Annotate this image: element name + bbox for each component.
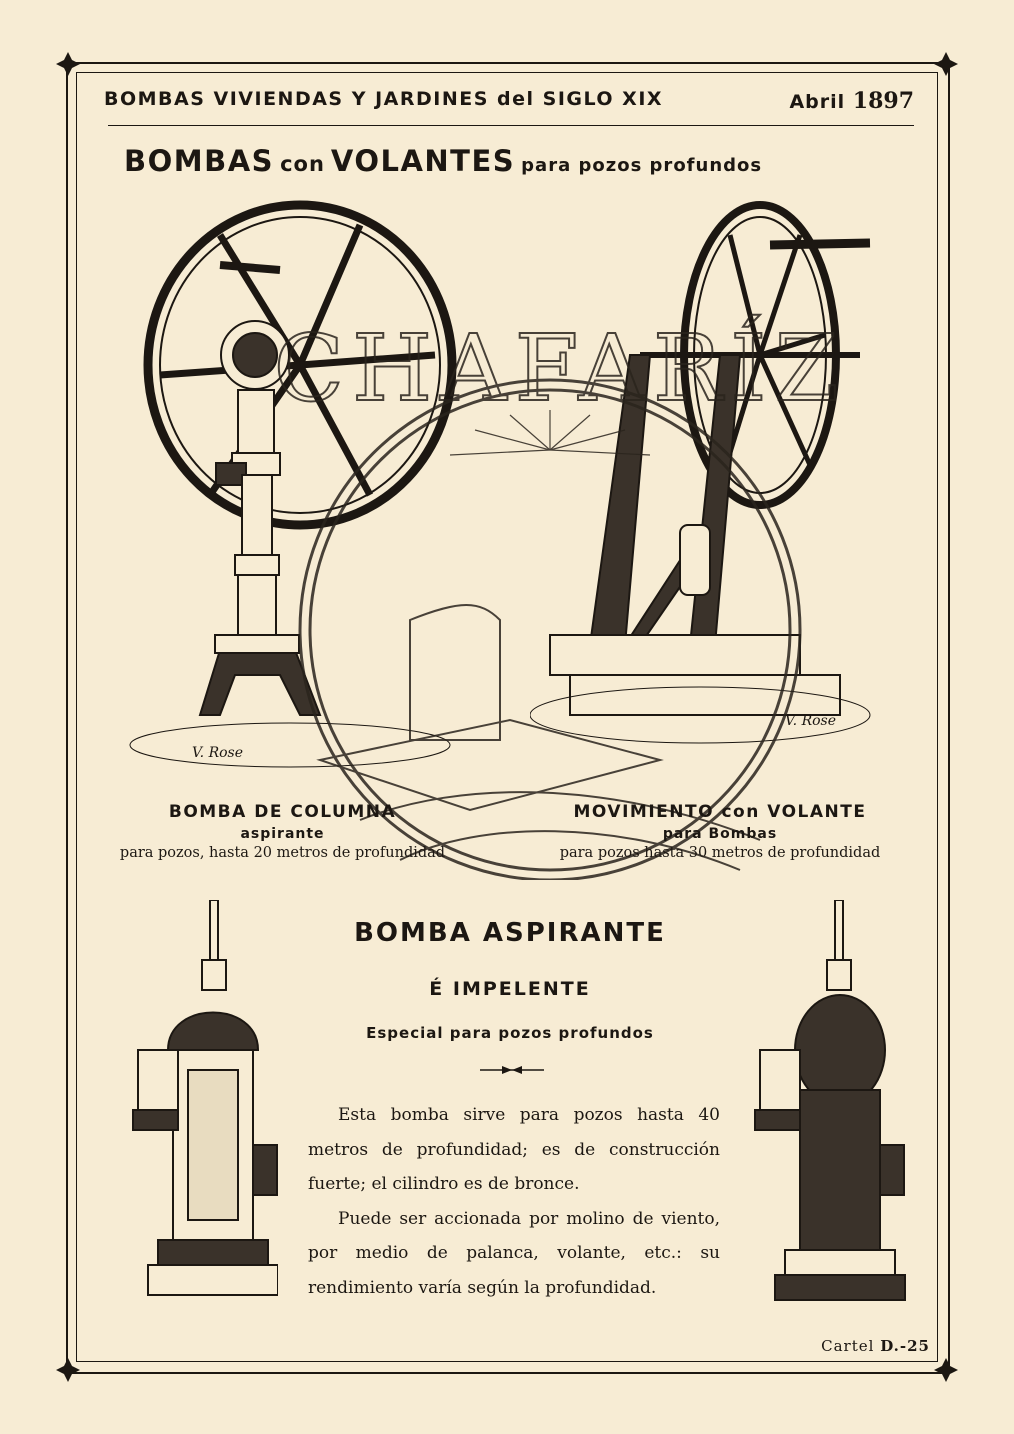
external-pump-illustration [745, 900, 920, 1310]
section-subtitle: É IMPELENTE [429, 978, 591, 1000]
page-header [104, 88, 914, 118]
corner-ornament-icon [932, 50, 960, 78]
section-paragraph-2: Puede ser accionada por molino de viento, por medio de palanca, volante, etc.: su rendimiento varía según la profundidad. [308, 1208, 720, 1298]
left-caption-sub: aspirante [240, 826, 325, 842]
main-title [124, 144, 762, 178]
header-date [789, 88, 914, 114]
header-year: 1897 [852, 88, 914, 114]
main-title-part2: con [280, 152, 325, 176]
main-title-part1: BOMBAS [124, 144, 275, 178]
cutaway-pump-illustration [118, 900, 278, 1310]
left-caption [110, 802, 455, 861]
section-body [308, 1098, 720, 1305]
main-title-part4: para pozos profundos [521, 155, 763, 176]
left-signature: V. Rose [192, 745, 244, 761]
header-month: Abril [789, 91, 846, 113]
section-paragraph-1: Esta bomba sirve para pozos hasta 40 metros de profundidad; es de construcción fuerte; el cilindro es de bronce. [308, 1105, 720, 1194]
cartel-code: D.-25 [880, 1337, 930, 1355]
divider-ornament-icon [480, 1064, 544, 1076]
corner-ornament-icon [54, 1356, 82, 1384]
header-title: BOMBAS VIVIENDAS Y JARDINES del SIGLO XIX [104, 88, 664, 110]
corner-ornament-icon [932, 1356, 960, 1384]
left-caption-desc: para pozos, hasta 20 metros de profundidad [119, 845, 446, 861]
section-special: Especial para pozos profundos [366, 1024, 654, 1042]
header-rule [108, 125, 914, 126]
right-caption-desc: para pozos hasta 30 metros de profundidad [559, 845, 881, 861]
left-caption-title: BOMBA DE COLUMNA [168, 802, 397, 822]
right-signature: V. Rose [785, 713, 837, 729]
main-title-part3: VOLANTES [330, 144, 516, 178]
corner-ornament-icon [54, 50, 82, 78]
right-caption-title: MOVIMIENTO con VOLANTE [573, 802, 867, 822]
watermark-stamp [260, 300, 860, 880]
cartel-label [821, 1337, 930, 1355]
right-caption-sub: para Bombas [662, 826, 778, 842]
right-caption [530, 802, 910, 861]
watermark-text: CHAFARÍZ [273, 315, 847, 422]
section-title: BOMBA ASPIRANTE [354, 918, 666, 948]
cartel-text: Cartel [821, 1337, 875, 1355]
